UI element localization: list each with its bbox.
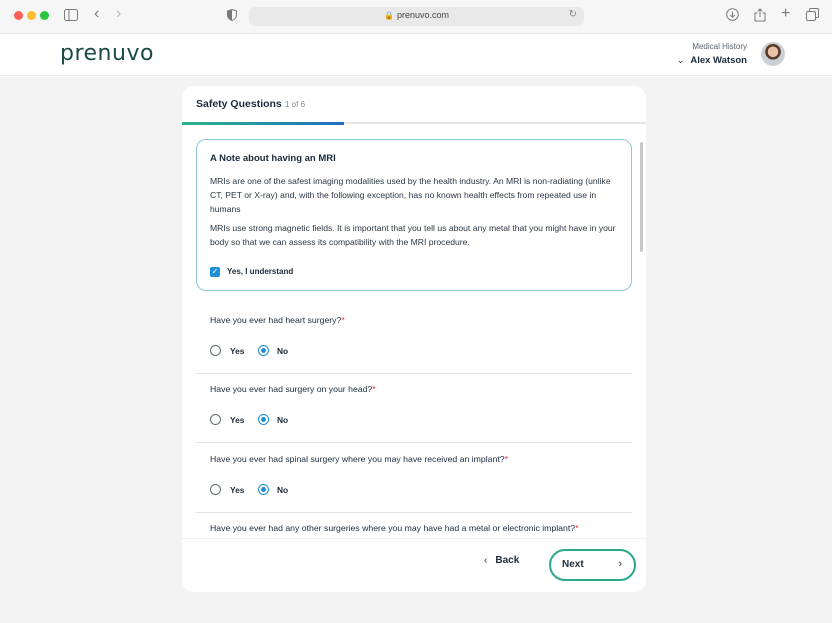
zoom-window-button[interactable]: [40, 11, 49, 20]
required-marker: *: [575, 523, 579, 533]
radio-label: Yes: [230, 415, 245, 425]
browser-toolbar: [0, 0, 832, 34]
note-paragraph: MRIs are one of the safest imaging modalities used by the health industry. An MRI is non-radiating (unlike CT, PET or X-ray) and, with the following exception, has no known health effects from repeated use in humans: [210, 176, 611, 214]
radio-yes[interactable]: [210, 414, 221, 425]
understand-checkbox[interactable]: ✓: [211, 267, 219, 276]
question-text: Have you ever had heart surgery?*: [210, 315, 345, 325]
radio-label: No: [277, 415, 289, 425]
minimize-window-button[interactable]: [27, 11, 36, 20]
app-header: [0, 35, 832, 76]
question-text: Have you ever had any other surgeries where you may have had a metal or electronic implant?*: [210, 523, 579, 533]
back-button[interactable]: ‹ Back: [484, 555, 520, 566]
section-label: Medical History: [692, 42, 747, 51]
radio-label: No: [277, 485, 289, 495]
chevron-right-icon: ›: [618, 558, 622, 570]
card-footer: [182, 538, 646, 592]
reload-icon[interactable]: ↻: [568, 9, 577, 20]
step-indicator: 1 of 6: [285, 100, 306, 109]
safety-questions-card: [182, 86, 646, 592]
required-marker: *: [504, 454, 508, 464]
progress-bar: [182, 122, 344, 125]
user-name: Alex Watson: [690, 55, 747, 66]
radio-yes[interactable]: [210, 345, 221, 356]
radio-no[interactable]: [258, 414, 269, 425]
tab-overview-icon[interactable]: [806, 8, 819, 24]
radio-no[interactable]: [258, 345, 269, 356]
card-title: Safety Questions: [196, 98, 282, 110]
new-tab-icon[interactable]: +: [781, 5, 791, 22]
prenuvo-logo[interactable]: prenuvo: [60, 41, 154, 66]
question-text: Have you ever had surgery on your head?*: [210, 384, 376, 394]
radio-label: Yes: [230, 346, 245, 356]
next-button[interactable]: [549, 549, 636, 581]
divider: [196, 512, 632, 513]
note-paragraph: MRIs use strong magnetic fields. It is important that you tell us about any metal that you might have in your body so that we can assess its compatibility with the MRI procedure.: [210, 223, 616, 247]
chevron-left-icon: ‹: [484, 555, 488, 566]
radio-yes[interactable]: [210, 484, 221, 495]
note-title: A Note about having an MRI: [210, 153, 336, 164]
share-icon[interactable]: [754, 8, 766, 25]
download-icon[interactable]: [726, 8, 739, 24]
divider: [196, 373, 632, 374]
address-bar[interactable]: [249, 7, 584, 26]
avatar[interactable]: [761, 42, 785, 66]
back-nav-icon[interactable]: ‹: [94, 5, 100, 22]
close-window-button[interactable]: [14, 11, 23, 20]
chevron-down-icon: ⌄: [676, 55, 685, 65]
checkbox-label: Yes, I understand: [227, 267, 294, 276]
radio-label: Yes: [230, 485, 245, 495]
mri-note-box: [196, 139, 632, 291]
privacy-shield-icon[interactable]: [227, 8, 237, 24]
next-label: Next: [562, 559, 584, 570]
url-text: prenuvo.com: [396, 10, 449, 20]
sidebar-icon[interactable]: [64, 8, 78, 24]
user-menu[interactable]: [677, 55, 747, 66]
required-marker: *: [341, 315, 345, 325]
lock-icon: 🔒: [384, 11, 394, 20]
divider: [196, 442, 632, 443]
scrollbar[interactable]: [640, 142, 643, 252]
forward-nav-icon[interactable]: ›: [116, 5, 122, 22]
radio-no[interactable]: [258, 484, 269, 495]
required-marker: *: [372, 384, 376, 394]
radio-label: No: [277, 346, 289, 356]
question-text: Have you ever had spinal surgery where you may have received an implant?*: [210, 454, 508, 464]
